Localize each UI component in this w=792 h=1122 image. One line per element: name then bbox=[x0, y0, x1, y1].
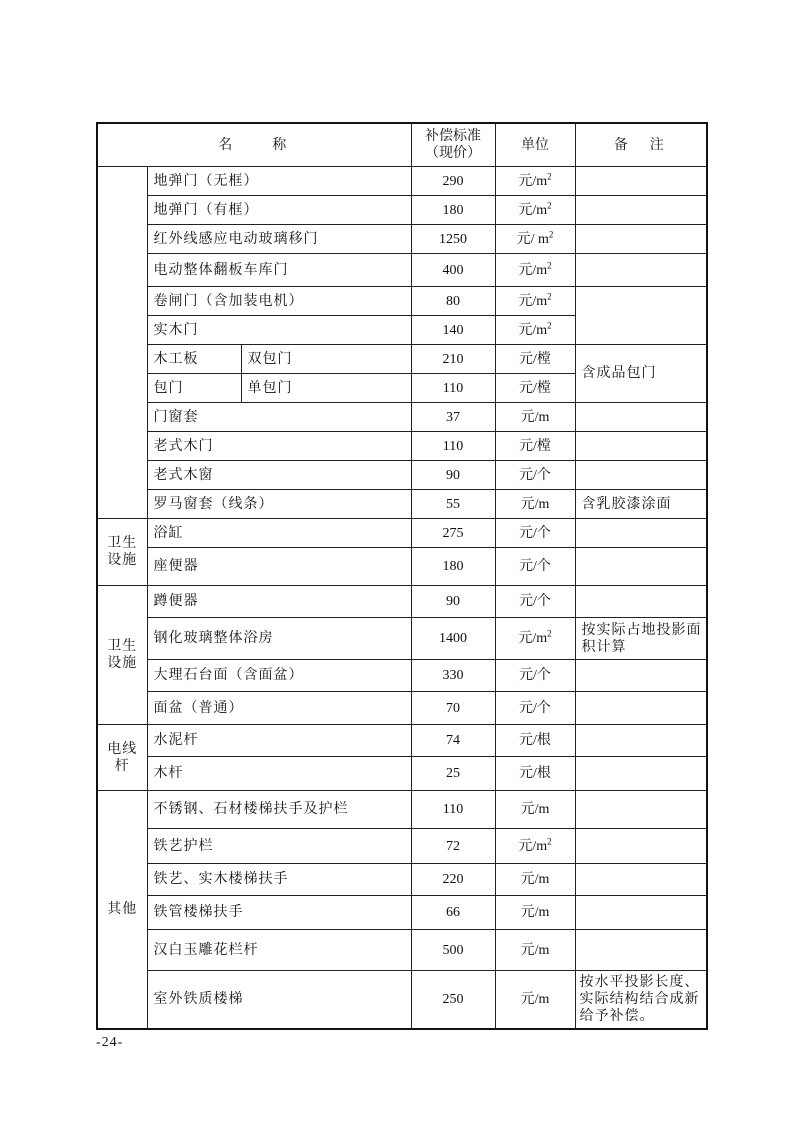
item-subname: 单包门 bbox=[241, 374, 411, 403]
item-unit: 元/个 bbox=[495, 519, 575, 548]
item-price: 74 bbox=[411, 725, 495, 757]
unit-sup: 2 bbox=[547, 199, 552, 210]
item-price: 275 bbox=[411, 519, 495, 548]
item-unit: 元/根 bbox=[495, 725, 575, 757]
item-note bbox=[575, 548, 707, 586]
item-note bbox=[575, 692, 707, 725]
item-name: 不锈钢、石材楼梯扶手及护栏 bbox=[147, 791, 411, 829]
header-row bbox=[97, 123, 707, 167]
item-note bbox=[575, 725, 707, 757]
item-name: 卷闸门（含加装电机） bbox=[147, 287, 411, 316]
table-row bbox=[97, 403, 707, 432]
unit-text: 元/m bbox=[518, 173, 548, 189]
header-price-line1: 补偿标准 bbox=[425, 128, 481, 144]
item-price: 25 bbox=[411, 757, 495, 791]
item-unit: 元/个 bbox=[495, 660, 575, 692]
item-price: 90 bbox=[411, 461, 495, 490]
item-name: 实木门 bbox=[147, 316, 411, 345]
item-note bbox=[575, 432, 707, 461]
unit-sup: 2 bbox=[547, 835, 552, 846]
item-price: 210 bbox=[411, 345, 495, 374]
unit-text: 元/m bbox=[518, 202, 548, 218]
item-name: 铁管楼梯扶手 bbox=[147, 896, 411, 930]
table-row bbox=[97, 287, 707, 316]
item-price: 1400 bbox=[411, 618, 495, 660]
item-name: 罗马窗套（线条） bbox=[147, 490, 411, 519]
unit-sup: 2 bbox=[547, 170, 552, 181]
category-label bbox=[97, 519, 147, 586]
item-unit: 元/樘 bbox=[495, 432, 575, 461]
item-price: 55 bbox=[411, 490, 495, 519]
item-note bbox=[575, 225, 707, 254]
item-unit: 元/m bbox=[495, 490, 575, 519]
item-unit: 元/根 bbox=[495, 757, 575, 791]
item-unit: 元/m bbox=[495, 930, 575, 971]
merged-note: 含成品包门 bbox=[575, 345, 707, 403]
category-text: 卫生设施 bbox=[107, 535, 138, 568]
item-price: 37 bbox=[411, 403, 495, 432]
header-price-line2: （现价） bbox=[425, 145, 481, 161]
item-unit: 元/m bbox=[495, 791, 575, 829]
item-note bbox=[575, 403, 707, 432]
item-subname: 双包门 bbox=[241, 345, 411, 374]
item-price: 72 bbox=[411, 829, 495, 864]
unit-sup: 2 bbox=[547, 290, 552, 301]
item-unit bbox=[495, 225, 575, 254]
item-name: 座便器 bbox=[147, 548, 411, 586]
item-note bbox=[575, 287, 707, 345]
item-name: 门窗套 bbox=[147, 403, 411, 432]
item-price: 290 bbox=[411, 167, 495, 196]
category-label bbox=[97, 586, 147, 725]
item-unit bbox=[495, 316, 575, 345]
item-price: 110 bbox=[411, 432, 495, 461]
item-note bbox=[575, 791, 707, 829]
item-note bbox=[575, 896, 707, 930]
item-note bbox=[575, 461, 707, 490]
page-number: -24- bbox=[96, 1035, 124, 1050]
item-unit bbox=[495, 167, 575, 196]
item-price: 66 bbox=[411, 896, 495, 930]
header-unit: 单位 bbox=[495, 123, 575, 167]
item-note bbox=[575, 254, 707, 287]
category-text: 卫生设施 bbox=[107, 638, 138, 671]
unit-text: 元/m bbox=[518, 838, 548, 854]
item-unit bbox=[495, 196, 575, 225]
item-price: 110 bbox=[411, 374, 495, 403]
item-name: 面盆（普通） bbox=[147, 692, 411, 725]
table-row bbox=[97, 971, 707, 1029]
table-row bbox=[97, 461, 707, 490]
header-note: 备 注 bbox=[575, 123, 707, 167]
item-unit: 元/个 bbox=[495, 692, 575, 725]
item-unit bbox=[495, 618, 575, 660]
item-unit: 元/个 bbox=[495, 461, 575, 490]
item-unit: 元/m bbox=[495, 403, 575, 432]
item-unit bbox=[495, 829, 575, 864]
item-unit: 元/m bbox=[495, 864, 575, 896]
category-label: 其他 bbox=[97, 791, 147, 1029]
item-note: 按实际占地投影面积计算 bbox=[575, 618, 707, 660]
item-price: 90 bbox=[411, 586, 495, 618]
table-row bbox=[97, 548, 707, 586]
unit-sup: 2 bbox=[547, 319, 552, 330]
item-note bbox=[575, 586, 707, 618]
table-row bbox=[97, 896, 707, 930]
table-row bbox=[97, 519, 707, 548]
unit-sup: 2 bbox=[547, 259, 552, 270]
item-note bbox=[575, 930, 707, 971]
item-unit: 元/个 bbox=[495, 586, 575, 618]
table-row bbox=[97, 618, 707, 660]
table-row bbox=[97, 864, 707, 896]
unit-text: 元/m bbox=[518, 631, 548, 646]
category-blank bbox=[97, 167, 147, 519]
item-unit bbox=[495, 254, 575, 287]
header-name: 名 称 bbox=[97, 123, 411, 167]
item-name: 水泥杆 bbox=[147, 725, 411, 757]
item-name: 地弹门（有框） bbox=[147, 196, 411, 225]
item-note bbox=[575, 757, 707, 791]
item-unit: 元/樘 bbox=[495, 374, 575, 403]
table-row bbox=[97, 345, 707, 374]
item-name: 浴缸 bbox=[147, 519, 411, 548]
table-row bbox=[97, 930, 707, 971]
item-note bbox=[575, 660, 707, 692]
header-price bbox=[411, 123, 495, 167]
item-name: 包门 bbox=[147, 374, 241, 403]
item-name: 红外线感应电动玻璃移门 bbox=[147, 225, 411, 254]
item-unit: 元/m bbox=[495, 971, 575, 1029]
category-text: 电线杆 bbox=[107, 740, 138, 774]
item-name: 木杆 bbox=[147, 757, 411, 791]
table-row bbox=[97, 432, 707, 461]
item-note bbox=[575, 829, 707, 864]
table-row bbox=[97, 757, 707, 791]
item-price: 500 bbox=[411, 930, 495, 971]
item-name: 钢化玻璃整体浴房 bbox=[147, 618, 411, 660]
item-name: 汉白玉雕花栏杆 bbox=[147, 930, 411, 971]
item-price: 110 bbox=[411, 791, 495, 829]
item-unit: 元/个 bbox=[495, 548, 575, 586]
table-row bbox=[97, 225, 707, 254]
item-price: 330 bbox=[411, 660, 495, 692]
item-unit bbox=[495, 287, 575, 316]
table-row bbox=[97, 692, 707, 725]
item-name: 铁艺、实木楼梯扶手 bbox=[147, 864, 411, 896]
compensation-table bbox=[96, 122, 708, 1030]
unit-text: 元/m bbox=[518, 262, 548, 278]
item-name: 老式木窗 bbox=[147, 461, 411, 490]
item-price: 140 bbox=[411, 316, 495, 345]
item-name: 大理石台面（含面盆） bbox=[147, 660, 411, 692]
item-name: 木工板 bbox=[147, 345, 241, 374]
item-name: 电动整体翻板车库门 bbox=[147, 254, 411, 287]
table-row bbox=[97, 829, 707, 864]
item-note bbox=[575, 167, 707, 196]
category-label bbox=[97, 725, 147, 791]
item-unit: 元/樘 bbox=[495, 345, 575, 374]
table-row bbox=[97, 725, 707, 757]
item-note: 含乳胶漆涂面 bbox=[575, 490, 707, 519]
item-price: 180 bbox=[411, 196, 495, 225]
item-price: 80 bbox=[411, 287, 495, 316]
item-note bbox=[575, 864, 707, 896]
item-name: 铁艺护栏 bbox=[147, 829, 411, 864]
item-unit: 元/m bbox=[495, 896, 575, 930]
unit-sup: 2 bbox=[547, 628, 552, 639]
unit-sup: 2 bbox=[548, 228, 554, 239]
item-price: 1250 bbox=[411, 225, 495, 254]
item-note bbox=[575, 196, 707, 225]
table-row bbox=[97, 196, 707, 225]
table-row bbox=[97, 167, 707, 196]
table-row bbox=[97, 660, 707, 692]
table-row bbox=[97, 254, 707, 287]
unit-text: 元/m bbox=[518, 293, 548, 309]
item-price: 400 bbox=[411, 254, 495, 287]
table-row bbox=[97, 586, 707, 618]
item-price: 250 bbox=[411, 971, 495, 1029]
item-price: 70 bbox=[411, 692, 495, 725]
item-note: 按水平投影长度、实际结构结合成新给予补偿。 bbox=[575, 971, 707, 1029]
item-price: 220 bbox=[411, 864, 495, 896]
table-row bbox=[97, 490, 707, 519]
unit-text: 元/m bbox=[518, 322, 548, 338]
item-name: 蹲便器 bbox=[147, 586, 411, 618]
unit-text: 元/ m bbox=[516, 231, 549, 247]
item-price: 180 bbox=[411, 548, 495, 586]
item-name: 室外铁质楼梯 bbox=[147, 971, 411, 1029]
item-name: 地弹门（无框） bbox=[147, 167, 411, 196]
item-name: 老式木门 bbox=[147, 432, 411, 461]
item-note bbox=[575, 519, 707, 548]
table-row bbox=[97, 791, 707, 829]
